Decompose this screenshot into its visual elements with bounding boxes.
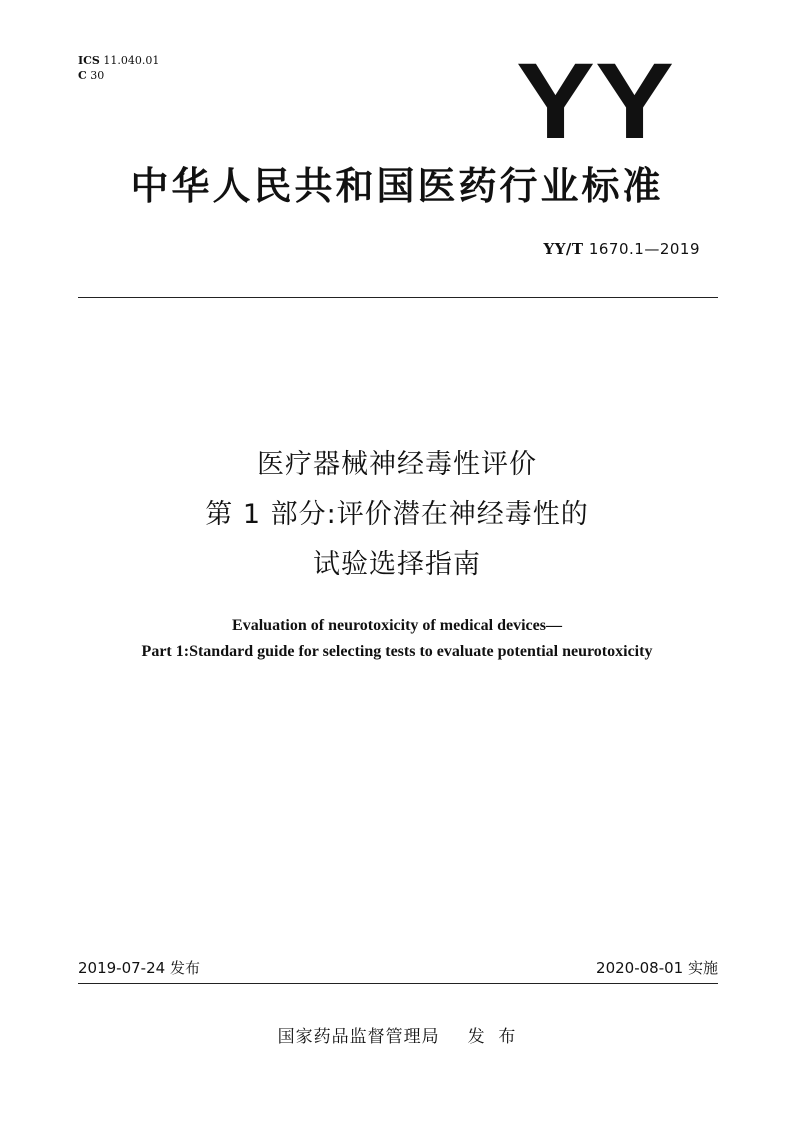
standard-number-prefix: YY/T bbox=[543, 240, 584, 258]
ccs-code-line bbox=[78, 68, 159, 83]
implementation-date: 2020-08-01 实施 bbox=[596, 959, 718, 977]
classification-codes bbox=[78, 53, 159, 83]
yy-logo bbox=[515, 56, 675, 142]
standard-category-title: 中华人民共和国医药行业标准 bbox=[130, 164, 664, 208]
bottom-divider bbox=[78, 983, 718, 984]
publish-date: 2019-07-24 发布 bbox=[78, 959, 200, 977]
chinese-title-line-1: 医疗器械神经毒性评价 bbox=[257, 449, 537, 480]
yy-logo-text: YY bbox=[516, 56, 674, 142]
issuing-authority bbox=[0, 1022, 794, 1047]
chinese-title-line-3: 试验选择指南 bbox=[313, 549, 481, 580]
english-title-line-1: Evaluation of neurotoxicity of medical devices— bbox=[232, 617, 562, 634]
ics-code: 11.040.01 bbox=[103, 54, 160, 67]
issuer-name: 国家药品监督管理局 bbox=[277, 1027, 440, 1047]
ccs-code: 30 bbox=[90, 69, 105, 82]
top-divider bbox=[78, 297, 718, 298]
english-title-line-2: Part 1:Standard guide for selecting tests to evaluate potential neurotoxicity bbox=[141, 643, 653, 660]
standard-number bbox=[543, 240, 700, 258]
chinese-title-line-2: 第 1 部分:评价潜在神经毒性的 bbox=[205, 499, 589, 530]
issuer-action: 发 布 bbox=[467, 1027, 517, 1047]
ics-code-line bbox=[78, 53, 159, 68]
ccs-label: C bbox=[78, 69, 87, 82]
ics-label: ICS bbox=[78, 54, 100, 67]
standard-number-value: 1670.1—2019 bbox=[588, 240, 700, 258]
